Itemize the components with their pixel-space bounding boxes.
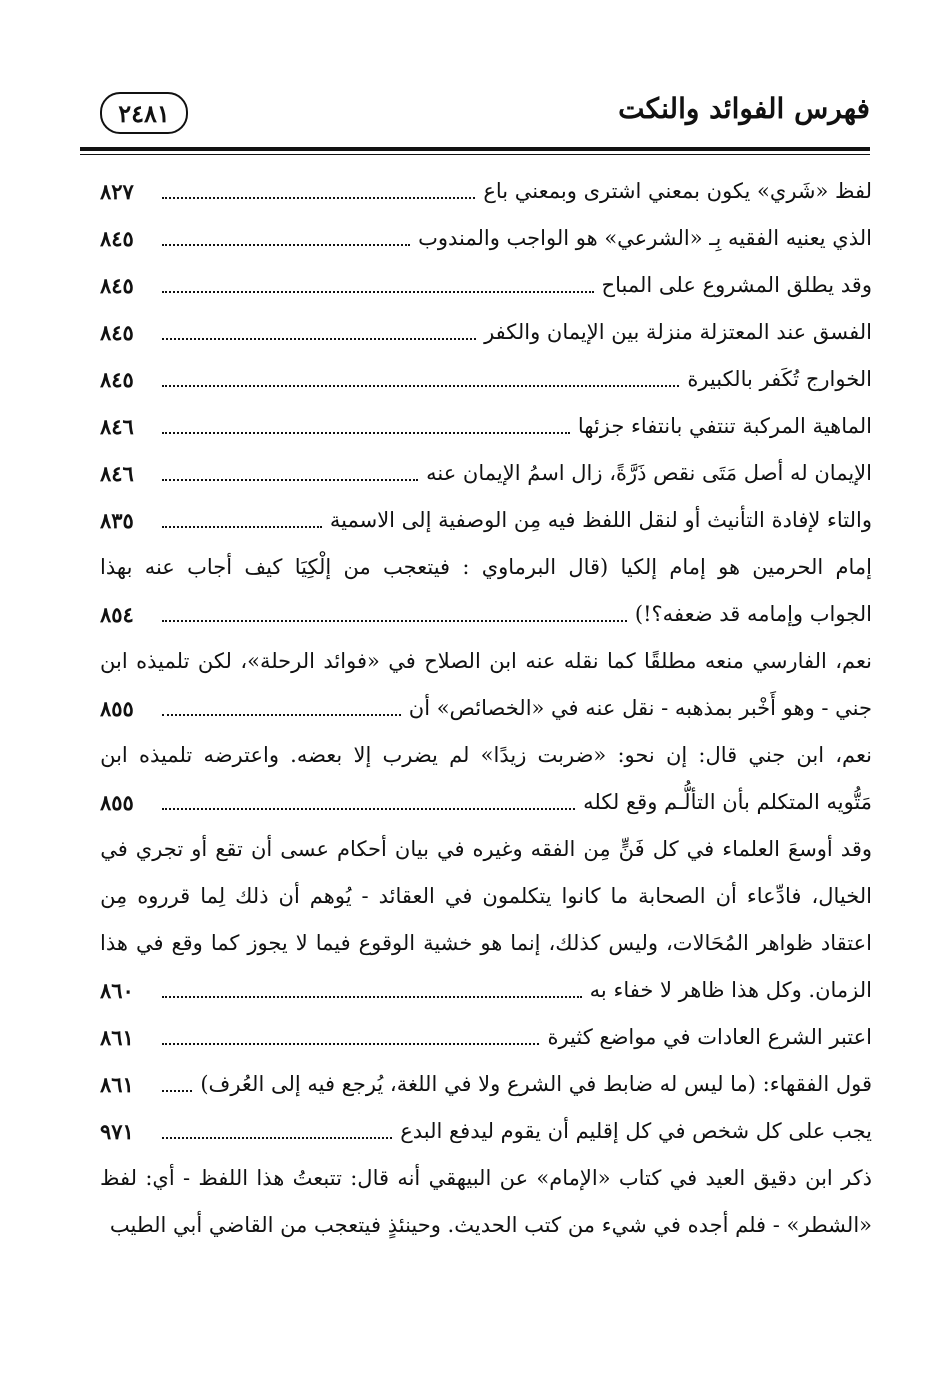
index-entry — [100, 262, 872, 309]
page-number-badge: ٢٤٨١ — [100, 92, 188, 134]
entry-text: يجب على كل شخص في كل إقليم أن يقوم ليدفع البدع — [400, 1119, 872, 1143]
entry-text: الخوارج تُكَفر بالكبيرة — [687, 367, 872, 391]
header-rule-thin — [80, 154, 870, 155]
entry-text: الجواب وإمامه قد ضعفه؟!) — [634, 602, 872, 626]
entry-page-reference: ٨٤٥ — [100, 226, 134, 251]
entry-last-line — [100, 450, 872, 497]
entry-last-line — [100, 685, 872, 732]
index-entry — [100, 309, 872, 356]
entry-last-line — [100, 1108, 872, 1155]
entry-last-line — [100, 356, 872, 403]
entry-text: ذكر ابن دقيق العيد في كتاب «الإمام» عن البيهقي أنه قال: تتبعتُ هذا اللفظ - أي: لفظ — [100, 1166, 872, 1190]
entry-text: اعتقاد ظواهر المُحَالات، وليس كذلك، إنما هو خشية الوقوع فيما لا يجوز كما وقع في هذا — [100, 931, 872, 955]
index-entry — [100, 1155, 872, 1249]
dot-leader — [162, 291, 594, 293]
entry-page-reference: ٨٢٧ — [100, 179, 134, 204]
dot-leader — [162, 1137, 392, 1139]
index-entry — [100, 403, 872, 450]
entry-page-reference: ٨٤٥ — [100, 367, 134, 392]
entry-text: قول الفقهاء: (ما ليس له ضابط في الشرع ولا في اللغة، يُرجع فيه إلى العُرف) — [200, 1072, 872, 1096]
dot-leader — [162, 714, 401, 716]
entry-page-reference: ٨٦٠ — [100, 978, 134, 1003]
entry-last-line — [100, 497, 872, 544]
entry-text: وقد أوسعَ العلماء في كل فَنٍّ مِن الفقه وغيره في بيان أحكام عسى أن تقع أو تجري في — [100, 837, 872, 861]
entry-text: إمام الحرمين هو إمام إلكيا (قال البرماوي : فيتعجب من إلْكِيَا كيف أجاب عنه بهذا — [100, 555, 872, 579]
index-entry — [100, 450, 872, 497]
dot-leader — [162, 1090, 192, 1092]
entry-page-reference: ٨٤٥ — [100, 273, 134, 298]
dot-leader — [162, 996, 582, 998]
entry-page-reference: ٨٤٥ — [100, 320, 134, 345]
entry-text: جني - وهو أَخْبر بمذهبه - نقل عنه في «الخصائص» أن — [408, 696, 872, 720]
index-entry — [100, 215, 872, 262]
entry-text: نعم، ابن جني قال: إن نحو: «ضربت زيدًا» لم يضرب إلا بعضه. واعترضه تلميذه ابن — [100, 743, 872, 767]
index-entry — [100, 497, 872, 544]
dot-leader — [162, 479, 418, 481]
entry-last-line — [100, 262, 872, 309]
dot-leader — [162, 197, 475, 199]
index-entry — [100, 1108, 872, 1155]
index-entry — [100, 168, 872, 215]
dot-leader — [162, 620, 627, 622]
entry-last-line — [100, 1014, 872, 1061]
running-title: فهرس الفوائد والنكت — [618, 92, 870, 125]
entry-last-line — [100, 215, 872, 262]
entry-page-reference: ٩٧١ — [100, 1119, 134, 1144]
entry-text: الفسق عند المعتزلة منزلة بين الإيمان والكفر — [484, 320, 872, 344]
dot-leader — [162, 432, 570, 434]
entry-text: وقد يطلق المشروع على المباح — [601, 273, 872, 297]
dot-leader — [162, 244, 410, 246]
entry-text: الإيمان له أصل مَتَى نقص ذَرَّةً، زال اسمُ الإيمان عنه — [426, 461, 872, 485]
entry-page-reference: ٨٦١ — [100, 1072, 134, 1097]
entry-page-reference: ٨٤٦ — [100, 461, 134, 486]
entry-text: الذي يعنيه الفقيه بِـ «الشرعي» هو الواجب والمندوب — [418, 226, 872, 250]
entry-last-line — [100, 309, 872, 356]
header-rule-thick — [80, 147, 870, 151]
entry-page-reference: ٨٥٥ — [100, 696, 134, 721]
index-entries-list — [100, 168, 872, 1249]
entry-page-reference: ٨٤٦ — [100, 414, 134, 439]
page-header — [80, 92, 870, 148]
entry-text: الماهية المركبة تنتفي بانتفاء جزئها — [577, 414, 872, 438]
entry-text: مَتُّويه المتكلم بأن التألُّـم وقع لكله — [583, 790, 872, 814]
entry-text: نعم، الفارسي منعه مطلقًا كما نقله عنه ابن الصلاح في «فوائد الرحلة»، لكن تلميذه ابن — [100, 649, 872, 673]
entry-text: الخيال، فادِّعاء أن الصحابة ما كانوا يتكلمون في العقائد - يُوهم أن ذلك لِما قرروه مِن — [100, 884, 872, 908]
dot-leader — [162, 526, 322, 528]
entry-text: اعتبر الشرع العادات في مواضع كثيرة — [547, 1025, 872, 1049]
entry-last-line — [100, 591, 872, 638]
index-entry — [100, 638, 872, 732]
entry-text: «الشطر» - فلم أجده في شيء من كتب الحديث. وحينئذٍ فيتعجب من القاضي أبي الطيب — [109, 1213, 872, 1237]
index-entry — [100, 544, 872, 638]
entry-last-line — [100, 1061, 872, 1108]
dot-leader — [162, 385, 679, 387]
entry-page-reference: ٨٦١ — [100, 1025, 134, 1050]
entry-text: لفظ «شَري» يكون بمعني اشترى وبمعني باع — [483, 179, 872, 203]
entry-last-line — [100, 168, 872, 215]
entry-text: الزمان. وكل هذا ظاهر لا خفاء به — [589, 978, 872, 1002]
dot-leader — [162, 1043, 539, 1045]
dot-leader — [162, 338, 476, 340]
entry-last-line — [100, 779, 872, 826]
index-entry — [100, 732, 872, 826]
entry-text: والتاء لإفادة التأنيث أو لنقل اللفظ فيه مِن الوصفية إلى الاسمية — [329, 508, 872, 532]
index-entry — [100, 1061, 872, 1108]
entry-last-line — [100, 403, 872, 450]
index-entry — [100, 1014, 872, 1061]
index-entry — [100, 356, 872, 403]
entry-page-reference: ٨٥٥ — [100, 790, 134, 815]
entry-last-line — [100, 967, 872, 1014]
index-entry — [100, 826, 872, 1014]
entry-page-reference: ٨٣٥ — [100, 508, 134, 533]
entry-page-reference: ٨٥٤ — [100, 602, 134, 627]
dot-leader — [162, 808, 575, 810]
